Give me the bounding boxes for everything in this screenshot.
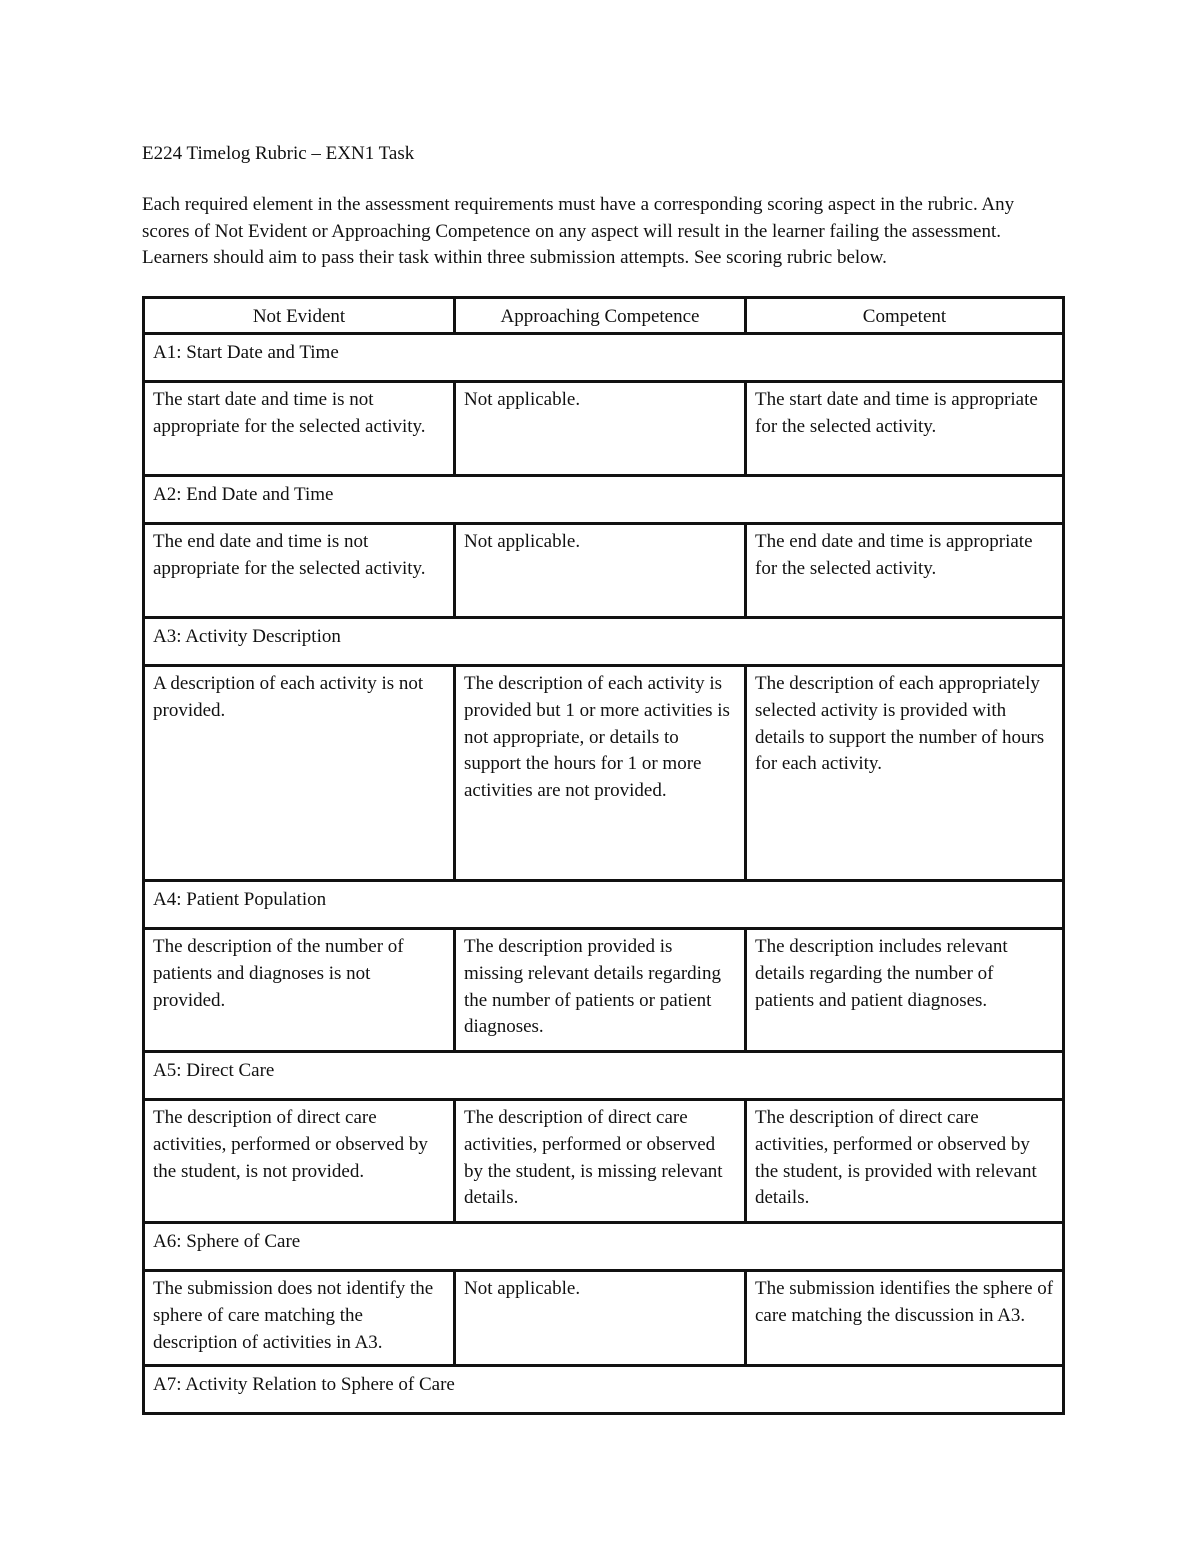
cell-competent: The end date and time is appropriate for the selected activity.	[746, 524, 1064, 618]
criteria-row-a4	[144, 929, 1064, 1052]
cell-not-evident: The description of the number of patients and diagnoses is not provided.	[144, 929, 455, 1052]
rubric-table	[142, 296, 1065, 1415]
criteria-row-a3	[144, 666, 1064, 881]
aspect-row-a7	[144, 1366, 1064, 1414]
aspect-label: A5: Direct Care	[144, 1052, 1064, 1100]
criteria-row-a6	[144, 1271, 1064, 1366]
cell-not-evident: The description of direct care activities, performed or observed by the student, is not provided.	[144, 1100, 455, 1223]
cell-competent: The description includes relevant details regarding the number of patients and patient diagnoses.	[746, 929, 1064, 1052]
criteria-row-a1	[144, 382, 1064, 476]
intro-paragraph	[142, 192, 1057, 272]
aspect-label: A1: Start Date and Time	[144, 334, 1064, 382]
aspect-label: A2: End Date and Time	[144, 476, 1064, 524]
aspect-row-a6	[144, 1223, 1064, 1271]
aspect-row-a2	[144, 476, 1064, 524]
cell-approaching: The description of each activity is provided but 1 or more activities is not appropriate, or details to support the hours for 1 or more activities are not provided.	[455, 666, 746, 881]
cell-not-evident: The submission does not identify the sphere of care matching the description of activities in A3.	[144, 1271, 455, 1366]
cell-competent: The description of direct care activities, performed or observed by the student, is provided with relevant details.	[746, 1100, 1064, 1223]
cell-not-evident: The start date and time is not appropriate for the selected activity.	[144, 382, 455, 476]
cell-approaching: The description of direct care activities, performed or observed by the student, is missing relevant details.	[455, 1100, 746, 1223]
aspect-row-a1	[144, 334, 1064, 382]
aspect-row-a5	[144, 1052, 1064, 1100]
criteria-row-a2	[144, 524, 1064, 618]
cell-competent: The description of each appropriately selected activity is provided with details to support the number of hours for each activity.	[746, 666, 1064, 881]
page-title: E224 Timelog Rubric – EXN1 Task	[142, 143, 415, 164]
cell-approaching: Not applicable.	[455, 382, 746, 476]
cell-competent: The submission identifies the sphere of care matching the discussion in A3.	[746, 1271, 1064, 1366]
cell-approaching: Not applicable.	[455, 524, 746, 618]
cell-not-evident: The end date and time is not appropriate for the selected activity.	[144, 524, 455, 618]
cell-approaching: Not applicable.	[455, 1271, 746, 1366]
cell-not-evident: A description of each activity is not provided.	[144, 666, 455, 881]
header-competent: Competent	[746, 298, 1064, 334]
aspect-row-a3	[144, 618, 1064, 666]
rubric-header-row	[144, 298, 1064, 334]
aspect-label: A3: Activity Description	[144, 618, 1064, 666]
aspect-label: A6: Sphere of Care	[144, 1223, 1064, 1271]
header-not-evident: Not Evident	[144, 298, 455, 334]
intro-text: Each required element in the assessment requirements must have a corresponding scoring aspect in the rubric. Any scores of Not Evident or Approaching Competence on any aspect will result in the learner failing the assessment. Learners should aim to pass their task within three submission attempts. See scoring rubric below.	[142, 194, 1015, 268]
aspect-label: A4: Patient Population	[144, 881, 1064, 929]
cell-competent: The start date and time is appropriate for the selected activity.	[746, 382, 1064, 476]
cell-approaching: The description provided is missing relevant details regarding the number of patients or patient diagnoses.	[455, 929, 746, 1052]
aspect-row-a4	[144, 881, 1064, 929]
header-approaching-competence: Approaching Competence	[455, 298, 746, 334]
aspect-label: A7: Activity Relation to Sphere of Care	[144, 1366, 1064, 1414]
criteria-row-a5	[144, 1100, 1064, 1223]
